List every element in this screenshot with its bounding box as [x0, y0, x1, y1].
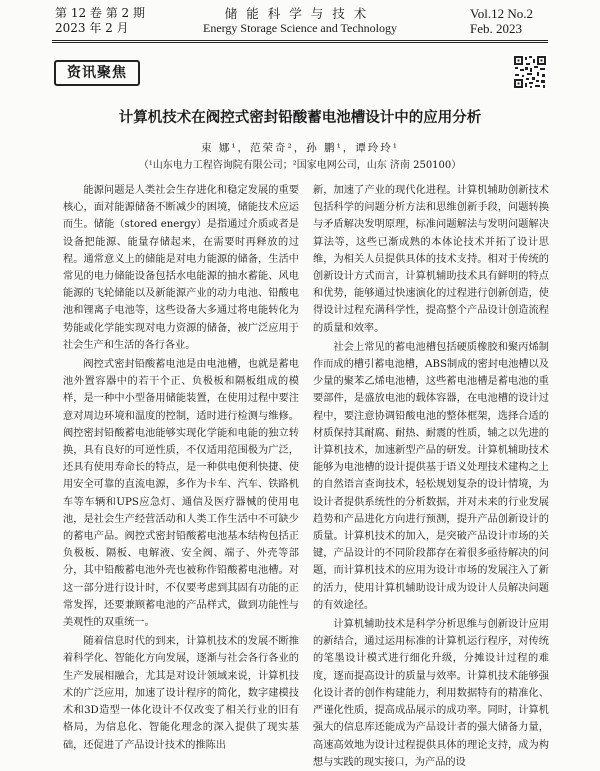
body-column-right	[313, 182, 549, 771]
date-en: Feb. 2023	[470, 21, 522, 36]
paragraph: 社会上常见的蓄电池槽包括硬质橡胶和聚丙烯制作而成的槽引蓄电池槽，ABS制成的密封电池槽以及少量的聚苯乙烯电池槽，这些蓄电池槽是蓄电池的重要部件，是盛放电池的载体容器，在电池槽的设计过程中，要注意协调铅酸电池的整体框架，选择合适的材质保持其耐腐、耐热、耐震的性质，辅之以先进的计算机技术，加速新型产品的研发。计算机辅助技术能够为电池槽的设计提供基于语义处理技术建构之上的自然语言查询技术，轻松规划复杂的设计情境，为设计者提供系统性的分析数据，并对未来的行业发展趋势和产品进化方向进行预测，提升产品创新设计的质量。计算机技术的加入，是突破产品设计市场的关键，产品设计的不同阶段都存在着很多亟待解决的问题，而计算机技术的应用为设计市场的发展注入了新的活力，使用计算机辅助设计成为设计人员解决问题的有效途径。	[313, 341, 549, 611]
paragraph: 新，加速了产业的现代化进程。计算机辅助创新技术包括科学的问题分析方法和思维创新手段，问题转换与矛盾解决发明原理，标准问题解法与发明问题解决算法等，这些已渐成熟的本体论技术并拓了设计思维，为相关人员提供具体的技术支持。相对于传统的创新设计方式而言，计算机辅助技术具有鲜明的特点和优势，能够通过快速演化的过程进行创新创造，使得设计过程充满科学性，提高整个产品设计创造流程的质量和效率。	[313, 185, 549, 334]
paragraph: 随着信息时代的到来，计算机技术的发展不断推着科学化、智能化方向发展，逐渐与社会各行各业的生产发展相融合，尤其是对设计领域来说，计算机技术的广泛应用，加速了设计程序的简化，数字建模技术和3D造型一体化设计不仅改变了相关行业的旧有格局，为信息化、智能化理念的深入提供了现实基础，还促进了产品设计技术的推陈出	[63, 636, 299, 751]
header-rule	[52, 40, 548, 41]
article-affiliation: （¹山东电力工程咨询院有限公司；²国家电网公司，山东 济南 250100）	[138, 160, 462, 171]
qr-code-icon	[513, 55, 547, 89]
body-column-left	[63, 182, 299, 754]
journal-name-cn: 储能科学与技术	[224, 6, 376, 21]
article-title: 计算机技术在阀控式密封铅酸蓄电池槽设计中的应用分析	[118, 110, 482, 126]
paragraph: 计算机辅助技术是科学分析思维与创新设计应用的新结合，通过运用标准的计算机运行程序，对传统的笔墨设计模式进行细化升级，分摊设计过程的难度，逐而提高设计的质量与效率。计算机技术能够强化设计者的创作构建能力，利用数据特有的精准化、严谨化性质，提高成品展示的成功率。同时，计算机强大的信息库还能成为产品设计者的强大储备力量，高速高效地为设计过程提供具体的理论支持，成为构想与实践的现实接口，为产品的设	[313, 619, 549, 768]
article-authors: 束 娜¹，范荣奇²，孙 鹏¹，谭玲玲¹	[200, 142, 399, 154]
journal-header	[0, 0, 600, 40]
journal-name-en: Energy Storage Science and Technology	[203, 21, 397, 35]
section-label: 资讯聚焦	[54, 60, 140, 86]
paragraph: 能源问题是人类社会生存进化和稳定发展的重要核心，面对能源储备不断减少的困境，储能技术应运而生。储能（stored energy）是指通过介质或者是设备把能源、能量存储起来，在需要时再释放的过程。通常意义上的储能是对电力能源的储备，生活中常见的电力储能设备包括水电能源的抽水蓄能、风电能源的飞轮储能以及新能源产业的动力电池、铅酸电池和锂离子电池等，这些设备大多通过将电能转化为势能或化学能实现对电力资源的储备，被广泛应用于社会生产和生活的各行各业。	[63, 185, 299, 351]
header-right	[470, 6, 533, 36]
volume-en: Vol.12 No.2	[470, 6, 533, 21]
paragraph: 阀控式密封铅酸蓄电池是由电池槽，也就是蓄电池外置容器中的若干个正、负极板和隔板组成的模样，是一种中小型备用储能装置，在使用过程中要注意对周边环境和温度的控制，适时进行检测与维修。阀控密封铅酸蓄电池能够实现化学能和电能的独立转换，具有良好的可逆性质，不仅适用范围极为广泛，还具有使用寿命长的特点，是一种供电便利快捷、使用安全可靠的直流电源，多作为卡车、汽车、铁路机车等车辆和UPS应急灯、通信及医疗器械的使用电池，是社会生产经营活动和人类工作生活中不可缺少的蓄电产品。阀控式密封铅酸蓄电池基本结构包括正负极板、隔板、电解液、安全阀、端子、外壳等部分，其中铅酸蓄电池外壳也被称作铅酸蓄电池槽。对这一部分进行设计时，不仅要考虑到其固有功能的正常发挥，还要兼顾蓄电池的产品样式，做到功能性与美观性的双重统一。	[63, 359, 299, 629]
date-cn: 2023 年 2 月	[55, 21, 129, 35]
volume-cn: 第 12 卷 第 2 期	[55, 6, 145, 20]
header-rule-thin	[52, 42, 548, 43]
